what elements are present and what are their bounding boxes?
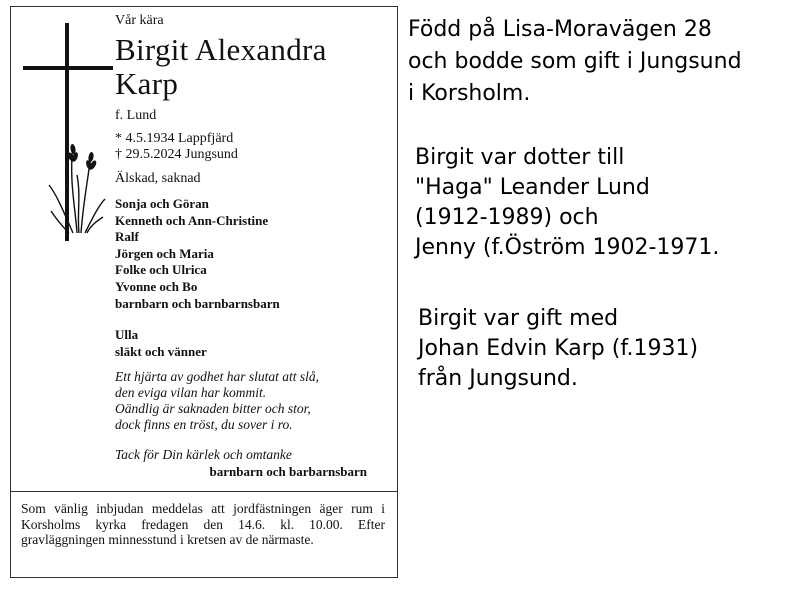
side-note-line: och bodde som gift i Jungsund	[408, 49, 742, 74]
intro-text: Vår kära	[115, 13, 164, 28]
thanks-text: Tack för Din kärlek och omtanke	[115, 447, 292, 462]
name-line-1: Birgit Alexandra	[115, 32, 327, 67]
poem-line: den eviga vilan har kommit.	[115, 385, 267, 400]
family-member: Jörgen och Maria	[115, 245, 214, 261]
loved-text: Älskad, saknad	[115, 171, 201, 186]
side-note-line: från Jungsund.	[418, 366, 578, 391]
side-note-parents	[415, 143, 719, 263]
family-list	[115, 196, 280, 312]
deceased-name	[115, 33, 327, 101]
maiden-name: f. Lund	[115, 108, 157, 123]
thanks-signature: barnbarn och barbarnsbarn	[209, 464, 367, 479]
side-note-line: "Haga" Leander Lund	[415, 175, 650, 200]
name-line-2: Karp	[115, 66, 179, 101]
death-notice	[10, 6, 398, 578]
side-note-line: (1912-1989) och	[415, 205, 599, 230]
side-note-spouse	[418, 304, 698, 394]
relative: Ulla	[115, 327, 139, 342]
relative: släkt och vänner	[115, 344, 207, 359]
side-note-line: Birgit var dotter till	[415, 145, 625, 170]
poem-line: dock finns en tröst, du sover i ro.	[115, 417, 293, 432]
wheat-icon	[47, 135, 107, 235]
birth-date: * 4.5.1934 Lappfjärd	[115, 131, 234, 146]
side-note-line: Jenny (f.Öström 1902-1971.	[415, 235, 720, 260]
side-note-line: Birgit var gift med	[418, 306, 619, 331]
family-member: Sonja och Göran	[115, 196, 209, 211]
death-date: † 29.5.2024 Jungsund	[115, 147, 238, 162]
side-note-line: Född på Lisa-Moravägen 28	[408, 17, 712, 42]
family-member: Ralf	[115, 229, 139, 245]
side-note-line: i Korsholm.	[408, 81, 531, 106]
family-member: Folke och Ulrica	[115, 262, 207, 278]
divider	[11, 491, 397, 492]
family-member: barnbarn och barnbarnsbarn	[115, 295, 280, 311]
side-note-residence	[408, 14, 742, 110]
family-member: Yvonne och Bo	[115, 278, 198, 294]
funeral-invitation: Som vänlig inbjudan meddelas att jordfästningen äger rum i Korsholms kyrka fredagen den 14.6. kl. 10.00. Efter gravläggningen minnesstund i kretsen av de närmaste.	[21, 501, 385, 547]
side-note-line: Johan Edvin Karp (f.1931)	[418, 336, 699, 361]
poem-line: Ett hjärta av godhet har slutat att slå,	[115, 369, 320, 384]
poem-line: Oändlig är saknaden bitter och stor,	[115, 401, 311, 416]
life-dates	[115, 131, 238, 163]
memorial-poem	[115, 369, 319, 433]
relatives-list	[115, 326, 207, 360]
family-member: Kenneth och Ann-Christine	[115, 212, 269, 228]
